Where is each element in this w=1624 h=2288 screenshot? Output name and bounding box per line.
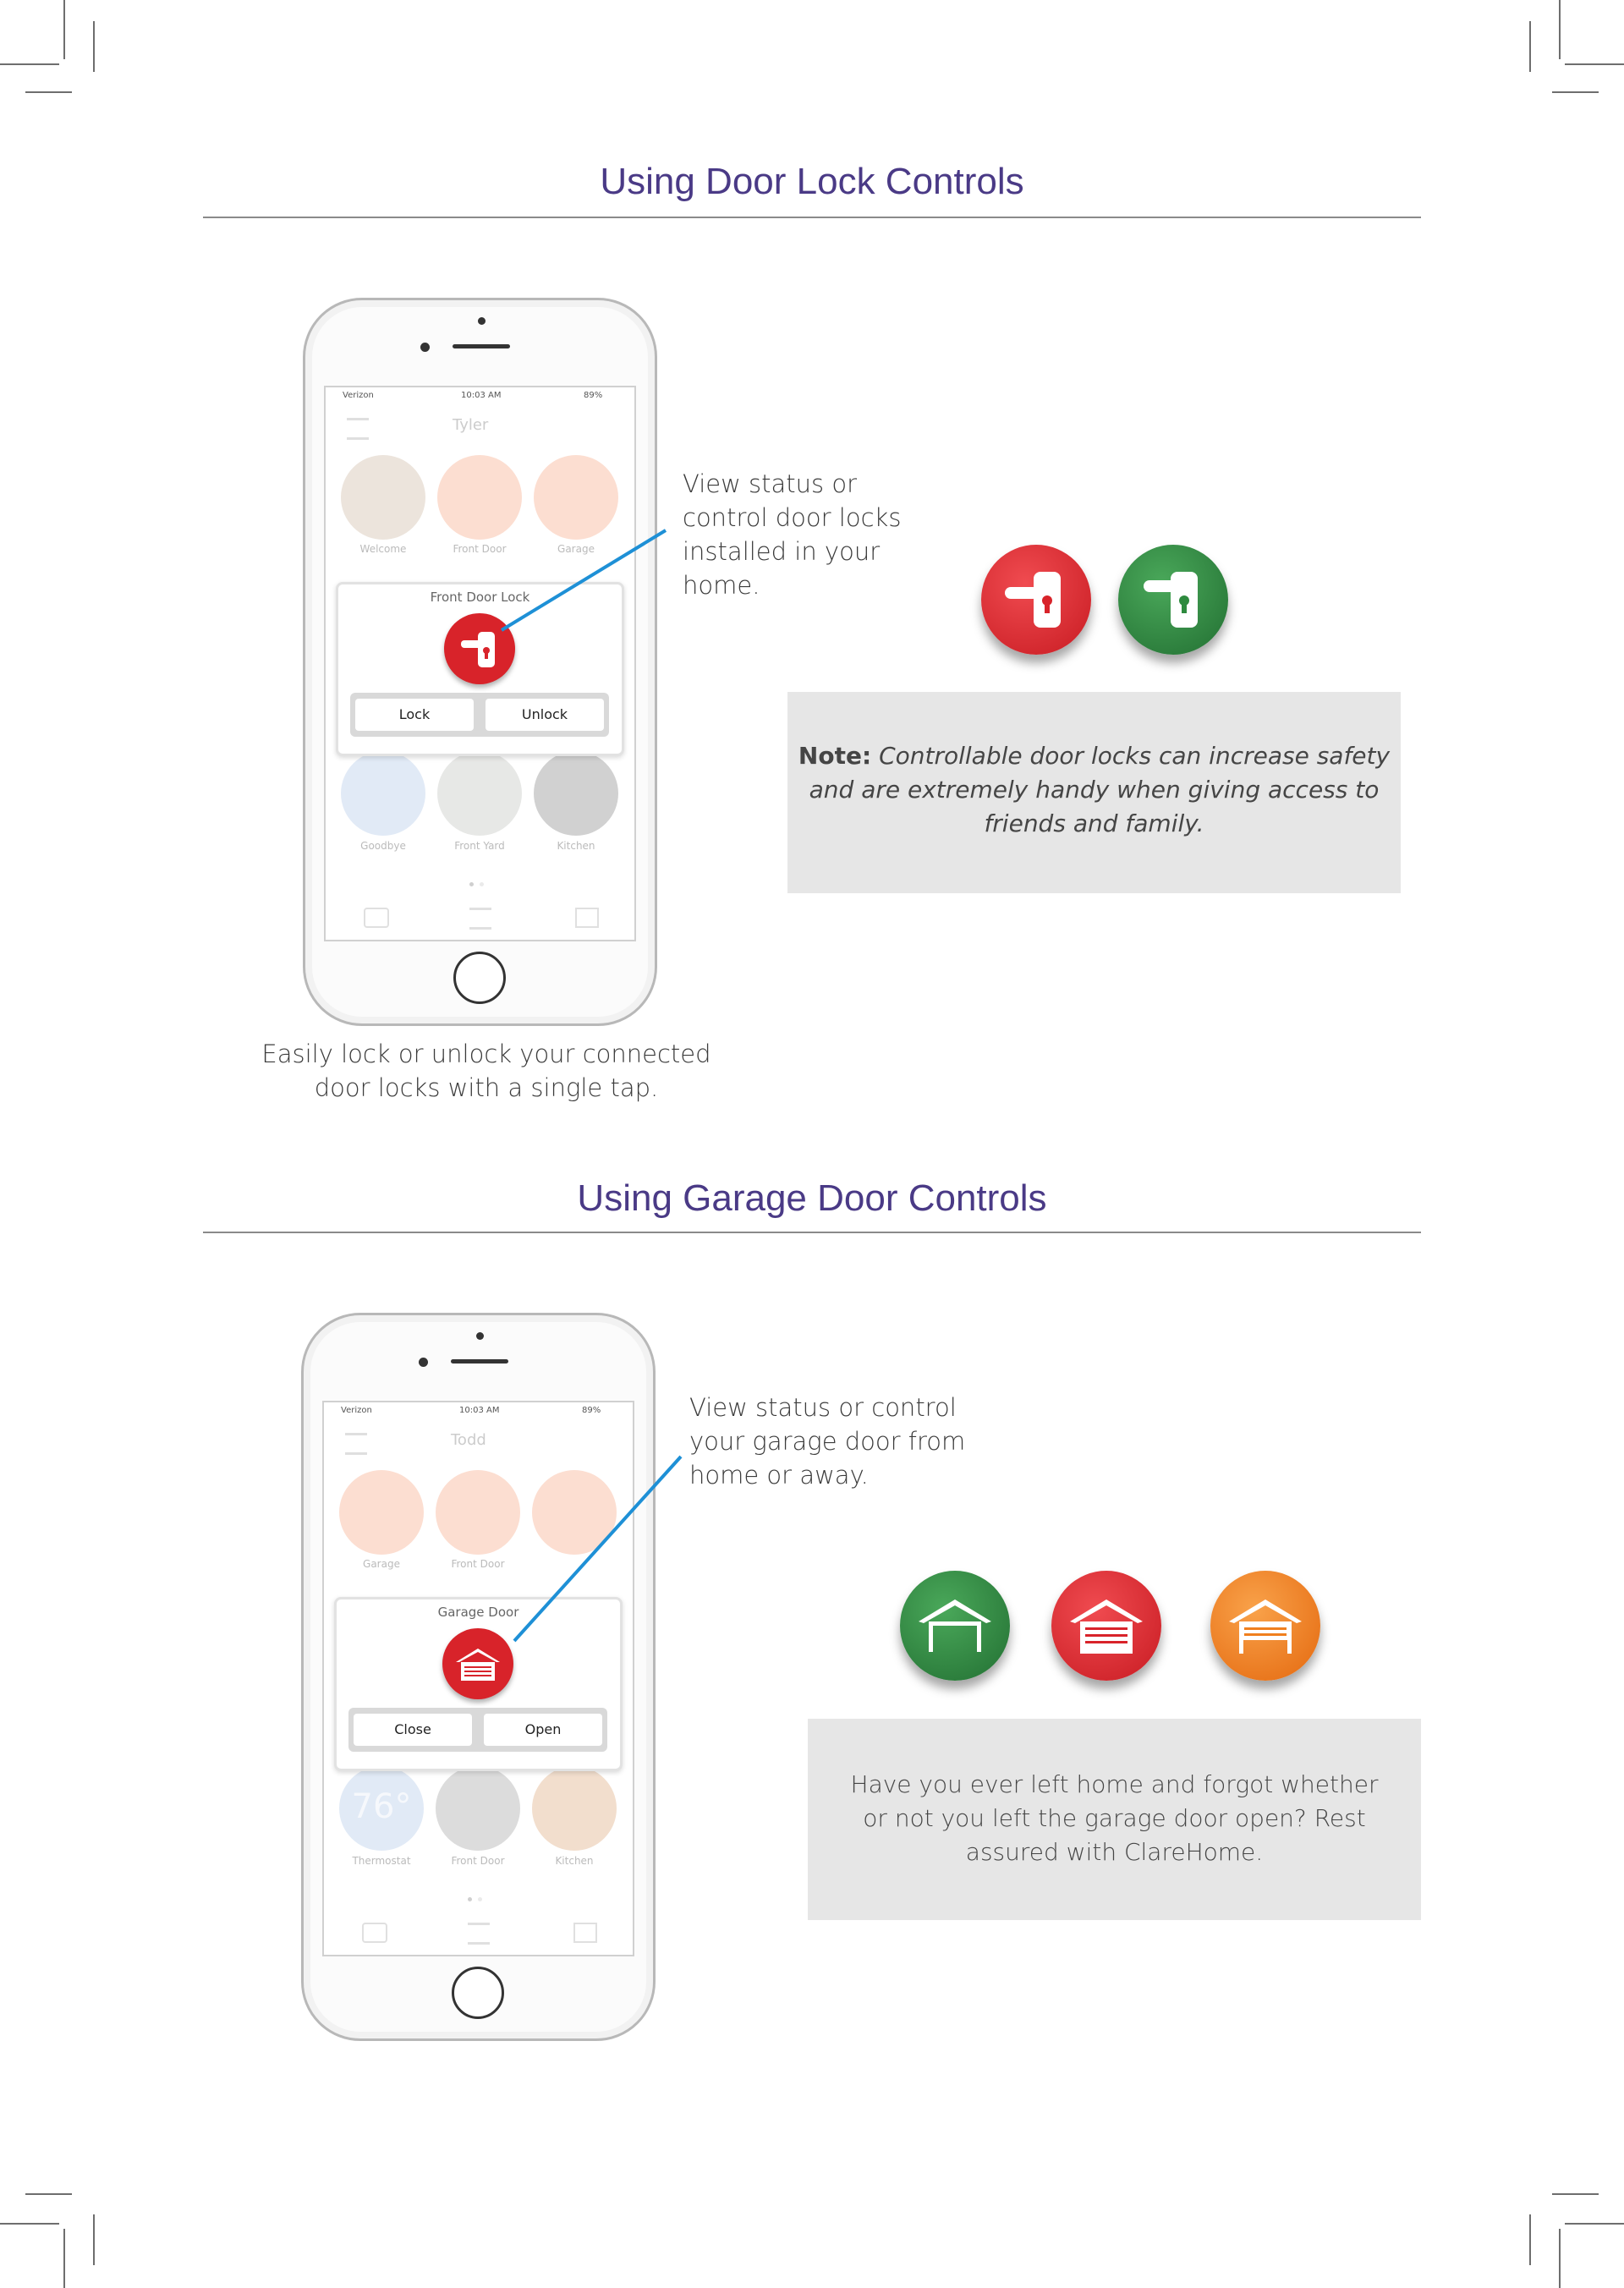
garage-open-green-icon [900,1571,1010,1681]
carrier-label: Verizon [341,1406,372,1415]
tile-label: Front Yard [454,840,505,852]
section-title-door-lock: Using Door Lock Controls [600,161,1024,202]
thermostat-reading: 76° [351,1787,412,1826]
clock-label: 10:03 AM [461,391,502,400]
caption-door-lock: Easily lock or unlock your connected door locks with a single tap. [261,1040,711,1102]
tile-label: Front Door [451,1558,505,1570]
callout-text-garage: View status or control your garage door from home or away. [689,1393,966,1490]
note-label: Note: [798,742,872,770]
tile-label: Thermostat [352,1855,411,1867]
user-name[interactable]: Todd [451,1431,486,1449]
lock-button[interactable]: Lock [355,699,474,731]
tile-label: Garage [363,1558,400,1570]
unlock-button[interactable]: Unlock [486,699,604,731]
tile-label: Front Door [451,1855,505,1867]
garage-closed-red-icon [1051,1571,1161,1681]
clock-label: 10:03 AM [459,1406,500,1415]
tile-label: Garage [557,543,595,555]
user-name[interactable]: Tyler [453,416,489,434]
note-text-door-lock: Note: Controllable door locks can increase safety and are extremely handy when giving access to friends and family. [798,742,1391,837]
note-text-garage: Have you ever left home and forgot whether or not you left the garage door open? Rest assured with ClareHome. [850,1770,1379,1866]
battery-label: 89% [584,391,603,400]
callout-text-door-lock: View status or control door locks installed in your home. [683,469,902,600]
battery-label: 89% [582,1406,601,1415]
tile-label: Kitchen [557,840,595,852]
tile-label: Front Door [453,543,507,555]
popup-title: Garage Door [437,1605,519,1620]
carrier-label: Verizon [343,391,374,400]
tile-label: Goodbye [360,840,406,852]
close-button[interactable]: Close [354,1714,472,1746]
section-title-garage-door: Using Garage Door Controls [577,1177,1047,1219]
tile-label: Welcome [359,543,407,555]
open-button[interactable]: Open [484,1714,602,1746]
garage-moving-orange-icon [1210,1571,1320,1681]
popup-title: Front Door Lock [430,590,530,605]
tile-label: Kitchen [555,1855,594,1867]
